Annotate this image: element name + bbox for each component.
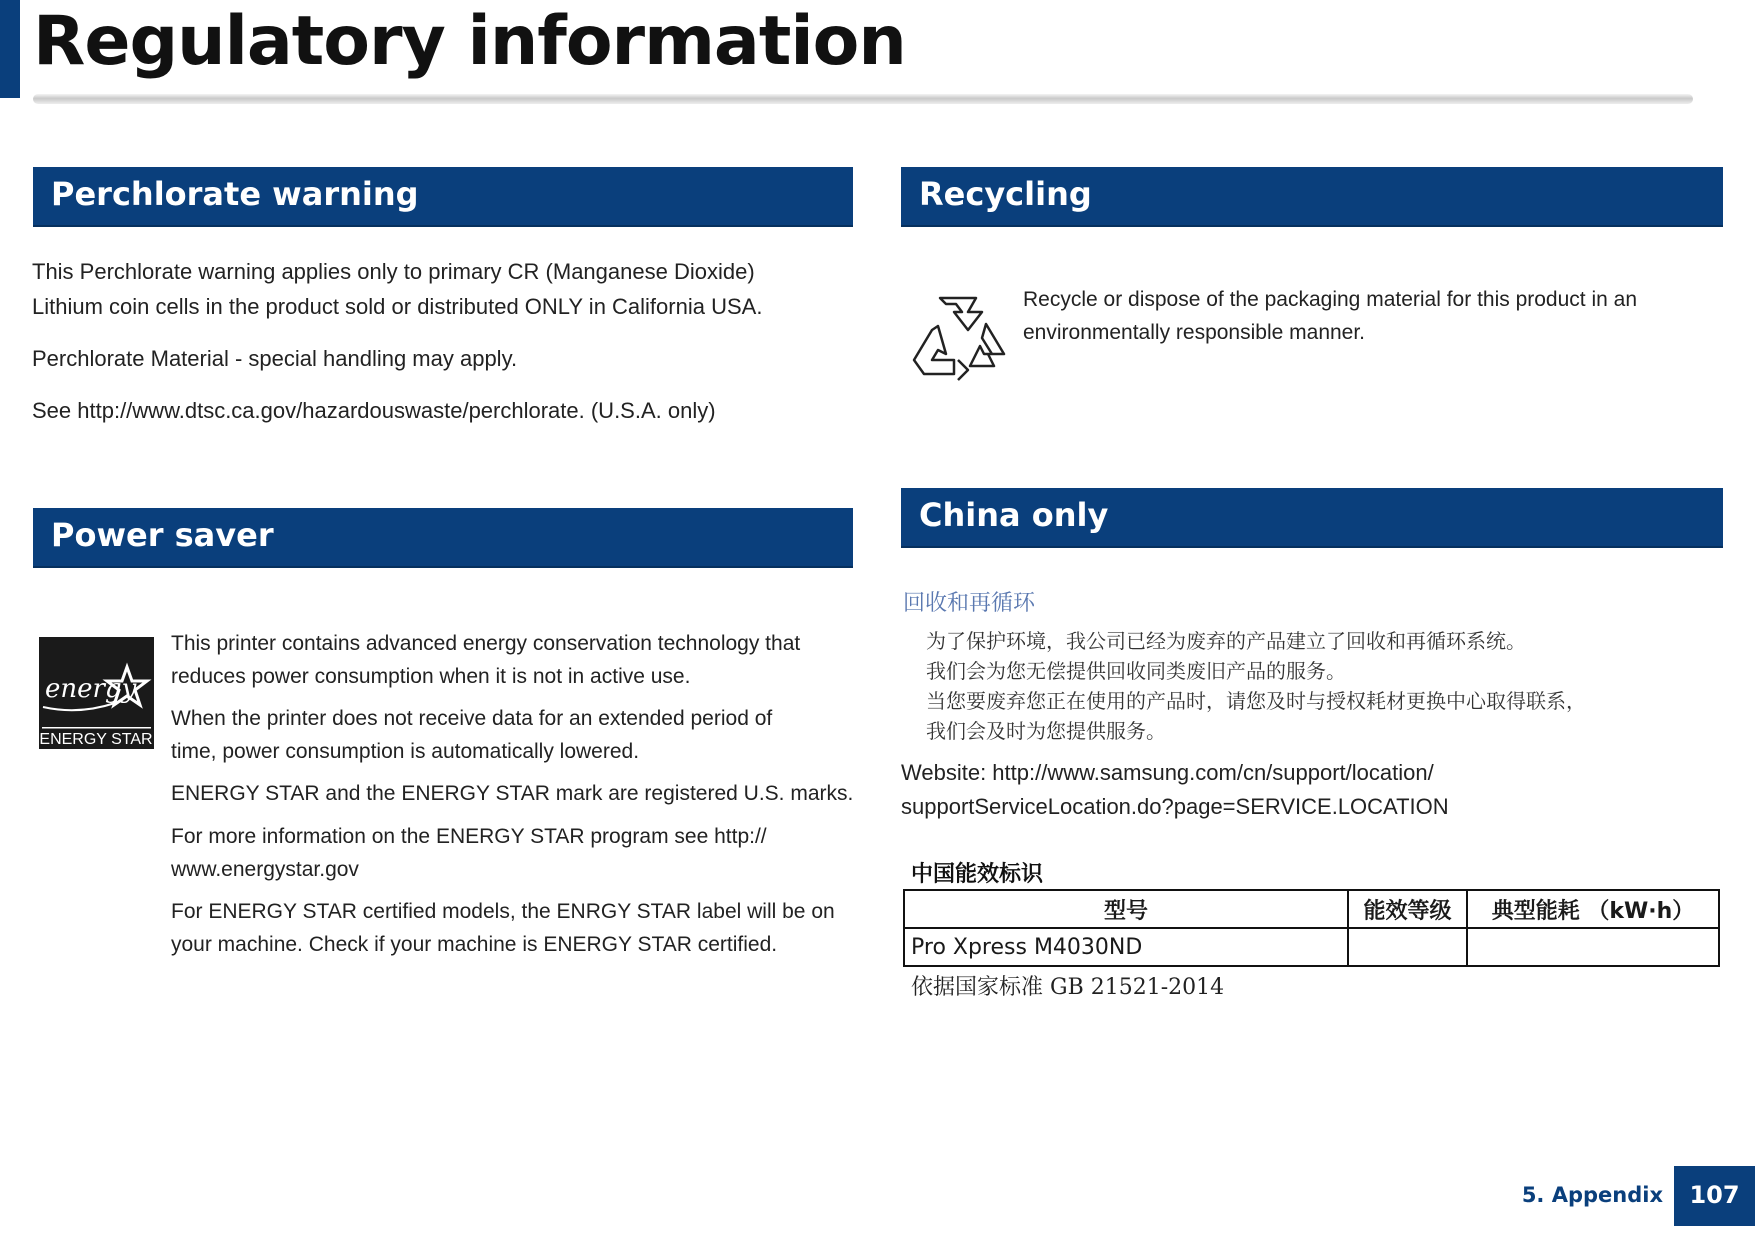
perchlorate-para1-line1: This Perchlorate warning applies only to primary CR (Manganese Dioxide) [32, 259, 755, 284]
title-divider [33, 94, 1693, 104]
energy-label-title: 中国能效标识 [911, 862, 1044, 887]
china-standard-note: 依据国家标准 GB 21521-2014 [911, 975, 1225, 1000]
energy-efficiency-table [903, 889, 1720, 967]
recycling-text-line1: Recycle or dispose of the packaging material for this product in an [1023, 288, 1637, 311]
china-website-line1: Website: http://www.samsung.com/cn/support/location/ [901, 760, 1434, 785]
china-cjk-line2: 我们会为您无偿提供回收同类废旧产品的服务。 [926, 659, 1346, 683]
page-title: Regulatory information [33, 2, 906, 81]
china-cjk-title: 回收和再循环 [903, 591, 1036, 616]
recycling-section-header [901, 167, 1723, 227]
energy-table-cell-grade [1348, 928, 1467, 966]
energy-table-cell-consumption [1467, 928, 1719, 966]
energy-table-header-model: 型号 [904, 890, 1348, 928]
power-saver-p5-line2: your machine. Check if your machine is ENERGY STAR certified. [171, 933, 778, 956]
power-saver-p1-line1: This printer contains advanced energy conservation technology that [171, 632, 801, 655]
power-saver-p2-line1: When the printer does not receive data for an extended period of [171, 707, 773, 730]
perchlorate-para2: Perchlorate Material - special handling may apply. [32, 346, 518, 371]
perchlorate-para1-line2: Lithium coin cells in the product sold or distributed ONLY in California USA. [32, 294, 763, 319]
energy-table-header-grade: 能效等级 [1348, 890, 1467, 928]
energy-table-header-consumption: 典型能耗 （kW·h） [1467, 890, 1719, 928]
power-saver-section-header [33, 508, 853, 568]
recycling-text-line2: environmentally responsible manner. [1023, 321, 1366, 344]
energy-star-logo-icon [39, 637, 154, 749]
perchlorate-section-header [33, 167, 853, 227]
perchlorate-para3: See http://www.dtsc.ca.gov/hazardouswaste/perchlorate. (U.S.A. only) [32, 398, 716, 423]
energy-table-header-row [904, 890, 1719, 928]
china-section-header [901, 488, 1723, 548]
china-cjk-line1: 为了保护环境，我公司已经为废弃的产品建立了回收和再循环系统。 [926, 629, 1526, 653]
recycling-heading: Recycling [919, 175, 1092, 213]
power-saver-p5-line1: For ENERGY STAR certified models, the ENRGY STAR label will be on [171, 900, 835, 923]
china-website-line2: supportServiceLocation.do?page=SERVICE.LOCATION [901, 794, 1449, 819]
power-saver-p3: ENERGY STAR and the ENERGY STAR mark are registered U.S. marks. [171, 782, 854, 805]
china-cjk-line3: 当您要废弃您正在使用的产品时，请您及时与授权耗材更换中心取得联系， [926, 689, 1586, 713]
power-saver-p4-line2: www.energystar.gov [171, 858, 359, 881]
recycle-icon [910, 290, 1006, 386]
footer-section-label: 5. Appendix [1521, 1183, 1663, 1207]
power-saver-p2-line2: time, power consumption is automatically lowered. [171, 740, 640, 763]
perchlorate-heading: Perchlorate warning [51, 175, 419, 213]
energy-table-cell-model: Pro Xpress M4030ND [904, 928, 1348, 966]
power-saver-p1-line2: reduces power consumption when it is not in active use. [171, 665, 691, 688]
title-accent-bar [0, 0, 20, 98]
china-cjk-line4: 我们会及时为您提供服务。 [926, 719, 1166, 743]
page-number: 107 [1674, 1166, 1755, 1226]
energy-star-logo-text: ENERGY STAR [39, 731, 153, 748]
power-saver-p4-line1: For more information on the ENERGY STAR program see http:// [171, 825, 767, 848]
energy-table-row [904, 928, 1719, 966]
power-saver-heading: Power saver [51, 516, 274, 554]
energy-star-script: energy [45, 674, 137, 704]
china-heading: China only [919, 496, 1109, 534]
